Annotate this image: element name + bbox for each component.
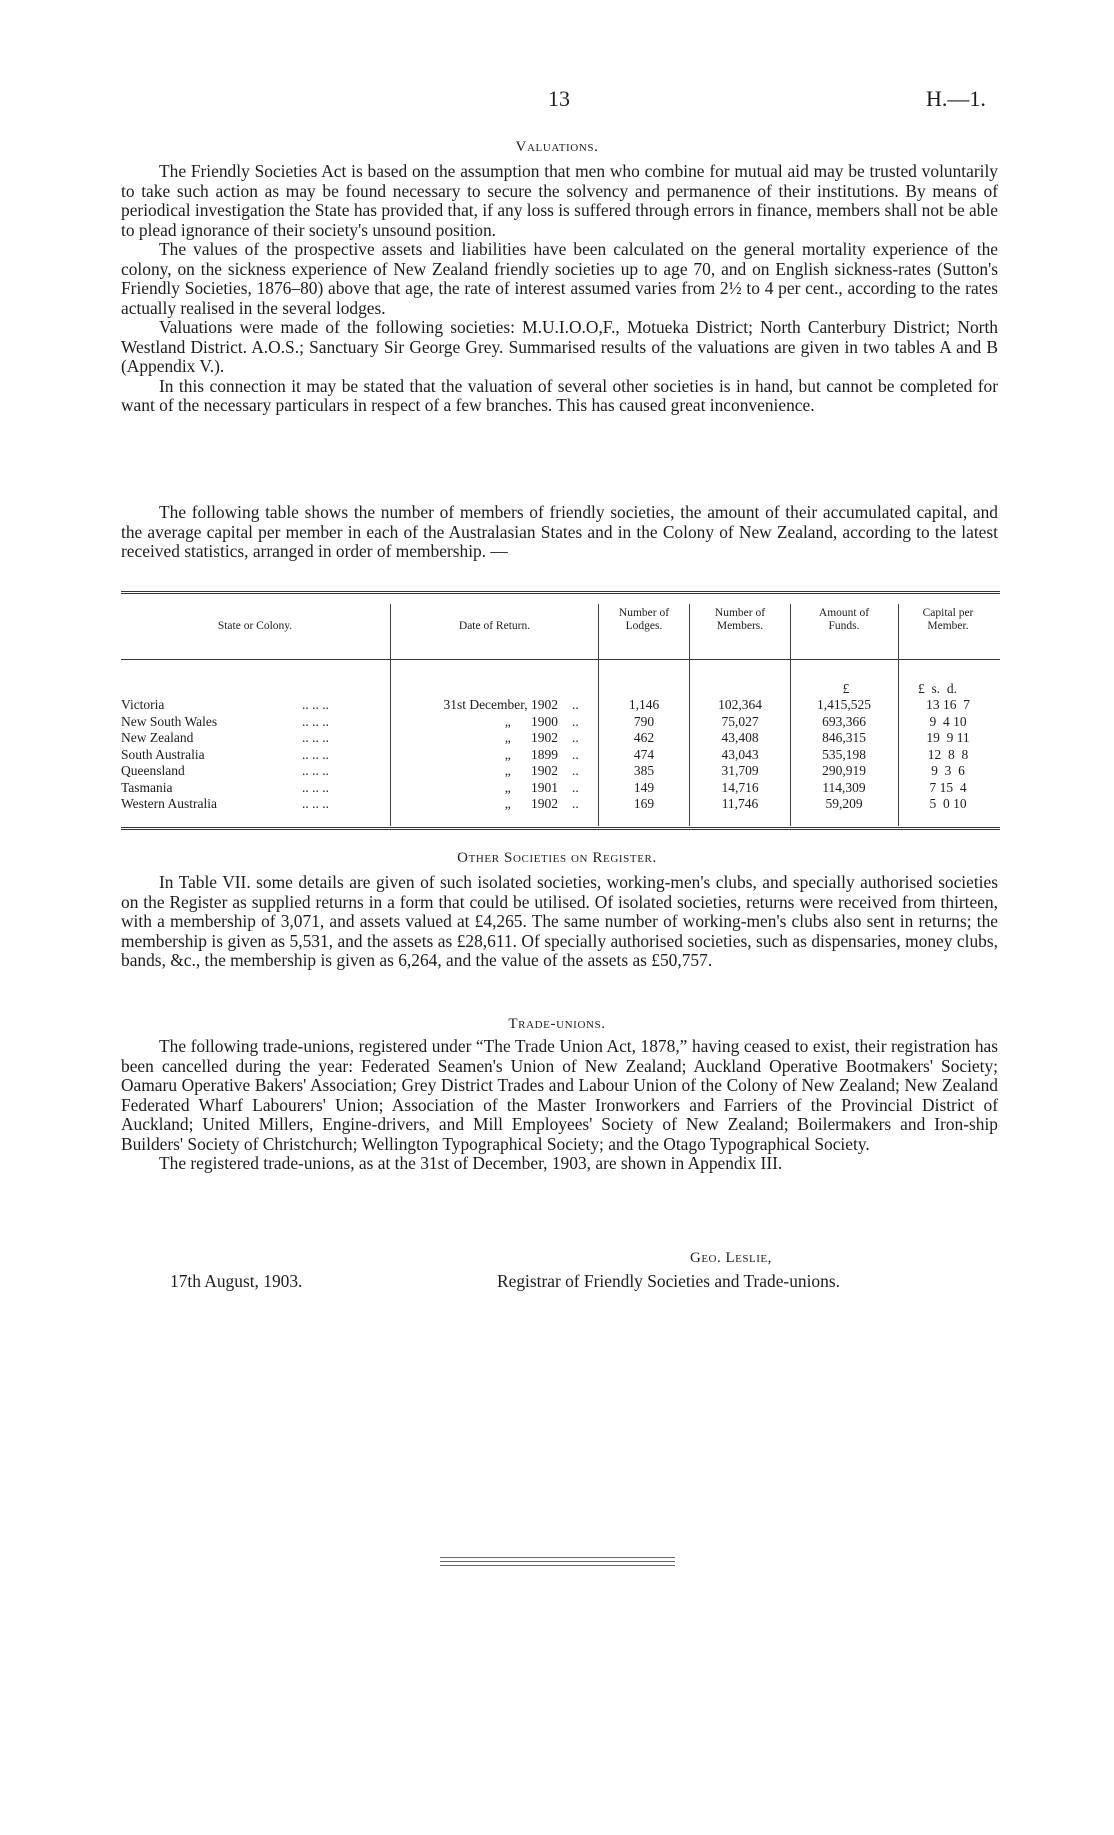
header-state: State or Colony. <box>217 620 293 632</box>
leader-dots: .. <box>572 746 579 762</box>
trade-unions-body <box>121 1037 998 1174</box>
cell-capital: 12 8 8 <box>927 746 969 762</box>
table-top-rule <box>121 591 1000 594</box>
cell-funds: 290,919 <box>822 763 866 778</box>
other-societies-paragraph: In Table VII. some details are given of such isolated societies, working-men's clubs, and specially authorised societies on the Register as supplied returns in a form that could be utilised. Of isolated societies, returns were received from thirteen, with a membership of 3,071, and assets valued at £4,265. The same number of working-men's clubs also sent in returns; the membership is given as 5,531, and the assets as £28,611. Of specially authorised societies, such as dispensaries, money clubs, bands, &c., the membership is given as 6,264, and the value of the assets as £50,757. <box>121 872 998 970</box>
cell-members: 43,408 <box>721 730 759 745</box>
leader-dots: .. .. .. <box>302 779 329 795</box>
cell-lodges: 474 <box>633 746 655 762</box>
column-divider <box>390 604 391 826</box>
funds-unit: £ <box>842 681 850 696</box>
cell-date: 31st December, 1902 <box>443 697 558 712</box>
cell-lodges: 149 <box>633 779 655 795</box>
column-divider <box>598 604 599 826</box>
cell-state: South Australia <box>121 746 205 762</box>
leader-dots: .. <box>572 796 579 811</box>
cell-date: „ 1900 <box>504 713 558 729</box>
ornament-rule <box>440 1561 675 1562</box>
valuations-paragraph-4: In this connection it may be stated that the valuation of several other societies is in hand, but cannot be completed for want of the necessary particulars in respect of a few branches. This has caused great inconvenience. <box>121 375 998 415</box>
cell-date: „ 1899 <box>504 746 558 762</box>
header-funds: Amount of Funds. <box>818 607 870 632</box>
cell-date: „ 1901 <box>504 779 558 795</box>
cell-lodges: 385 <box>633 763 655 778</box>
header-members: Number of Members. <box>714 607 766 632</box>
header-date: Date of Return. <box>458 620 531 632</box>
cell-state: New Zealand <box>121 730 194 745</box>
table-header-rule <box>121 659 1000 660</box>
valuations-paragraph-1: The Friendly Societies Act is based on the assumption that men who combine for mutual aid may be trusted voluntarily to take such action as may be found necessary to secure the solvency and permanence of their institutions. By means of periodical investigation the State has provided that, if any loss is suffered through errors in finance, members shall not be able to plead ignorance of their society's unsound position. <box>121 161 998 240</box>
leader-dots: .. .. .. <box>302 796 329 811</box>
cell-lodges: 462 <box>633 730 655 745</box>
valuations-body <box>121 162 998 416</box>
leader-dots: .. <box>572 730 579 745</box>
cell-date: „ 1902 <box>504 763 558 778</box>
column-divider <box>689 604 690 826</box>
column-divider <box>790 604 791 826</box>
leader-dots: .. <box>572 779 579 795</box>
cell-members: 102,364 <box>718 697 762 712</box>
header-capital: Capital per Member. <box>922 607 974 632</box>
leader-dots: .. <box>572 763 579 778</box>
valuations-heading: Valuations. <box>515 139 599 155</box>
trade-unions-heading: Trade-unions. <box>508 1016 606 1032</box>
other-societies-body <box>121 873 998 971</box>
leader-dots: .. .. .. <box>302 746 329 762</box>
cell-funds: 535,198 <box>822 746 866 762</box>
other-societies-heading: Other Societies on Register. <box>457 850 657 866</box>
cell-members: 43,043 <box>721 746 759 762</box>
column-divider <box>898 604 899 826</box>
signatory-title: Registrar of Friendly Societies and Trade-unions. <box>497 1271 840 1291</box>
leader-dots: .. <box>572 713 579 729</box>
cell-funds: 846,315 <box>822 730 866 745</box>
cell-state: Victoria <box>121 697 165 712</box>
page-number: 13 <box>548 86 570 111</box>
cell-members: 75,027 <box>721 713 759 729</box>
ornament-rule <box>440 1565 675 1566</box>
leader-dots: .. .. .. <box>302 713 329 729</box>
leader-dots: .. <box>572 697 579 712</box>
cell-capital: 9 4 10 <box>929 713 967 729</box>
cell-funds: 1,415,525 <box>817 697 871 712</box>
table-intro-text: The following table shows the number of members of friendly societies, the amount of their accumulated capital, and the average capital per member in each of the Australasian States and in the Colony of New Zealand, according to the latest received statistics, arranged in order of membership. — <box>121 502 998 561</box>
trade-unions-paragraph-1: The following trade-unions, registered under “The Trade Union Act, 1878,” having ceased to exist, their registration has been cancelled during the year: Federated Seamen's Union of New Zealand; Auckland Operative Bootmakers' Society; Oamaru Operative Bakers' Association; Grey District Trades and Labour Union of the Colony of New Zealand; New Zealand Federated Wharf Labourers' Union; Association of the Master Ironworkers and Farriers of the Provincial District of Auckland; United Millers, Engine-drivers, and Mill Employees' Society of New Zealand; Boilermakers and Iron-ship Builders' Society of Christchurch; Wellington Typographical Society; and the Otago Typographical Society. <box>121 1036 998 1154</box>
leader-dots: .. .. .. <box>302 730 329 745</box>
ornament-rule <box>440 1557 675 1558</box>
header-lodges: Number of Lodges. <box>618 607 670 632</box>
cell-date: „ 1902 <box>504 730 558 745</box>
cell-date: „ 1902 <box>504 796 558 811</box>
cell-state: Tasmania <box>121 779 173 795</box>
leader-dots: .. .. .. <box>302 763 329 778</box>
cell-lodges: 169 <box>633 796 655 811</box>
cell-funds: 114,309 <box>822 779 866 795</box>
leader-dots: .. .. .. <box>302 697 329 712</box>
cell-funds: 693,366 <box>822 713 866 729</box>
cell-capital: 13 16 7 <box>926 697 970 712</box>
cell-capital: 9 3 6 <box>931 763 965 778</box>
cell-funds: 59,209 <box>825 796 863 811</box>
valuations-paragraph-2: The values of the prospective assets and liabilities have been calculated on the general mortality experience of the colony, on the sickness experience of New Zealand friendly societies up to age 70, and on English sickness-rates (Sutton's Friendly Societies, 1876–80) above that age, the rate of interest assumed varies from 2½ to 4 per cent., according to the rates actually realised in the several lodges. <box>121 239 998 318</box>
signatory-name: Geo. Leslie, <box>690 1250 772 1266</box>
cell-lodges: 790 <box>633 713 655 729</box>
cell-capital: 5 0 10 <box>929 796 967 811</box>
document-code: H.—1. <box>926 86 986 111</box>
cell-capital: 7 15 4 <box>929 779 967 795</box>
cell-members: 14,716 <box>721 779 759 795</box>
cell-members: 31,709 <box>721 763 759 778</box>
cell-state: Queensland <box>121 763 185 778</box>
table-intro <box>121 503 998 562</box>
valuations-paragraph-3: Valuations were made of the following societies: M.U.I.O.O,F., Motueka District; North Canterbury District; North Westland District. A.O.S.; Sanctuary Sir George Grey. Summarised results of the valuations are given in two tables A and B (Appendix V.). <box>121 317 998 376</box>
cell-members: 11,746 <box>721 796 759 811</box>
table-bottom-rule <box>121 827 1000 830</box>
cell-lodges: 1,146 <box>628 697 660 712</box>
cell-state: Western Australia <box>121 796 218 811</box>
cell-state: New South Wales <box>121 713 218 729</box>
signature-date: 17th August, 1903. <box>170 1271 303 1291</box>
trade-unions-paragraph-2: The registered trade-unions, as at the 31st of December, 1903, are shown in Appendix III. <box>159 1153 783 1173</box>
capital-unit: £ s. d. <box>918 681 958 696</box>
cell-capital: 19 9 11 <box>926 730 970 745</box>
